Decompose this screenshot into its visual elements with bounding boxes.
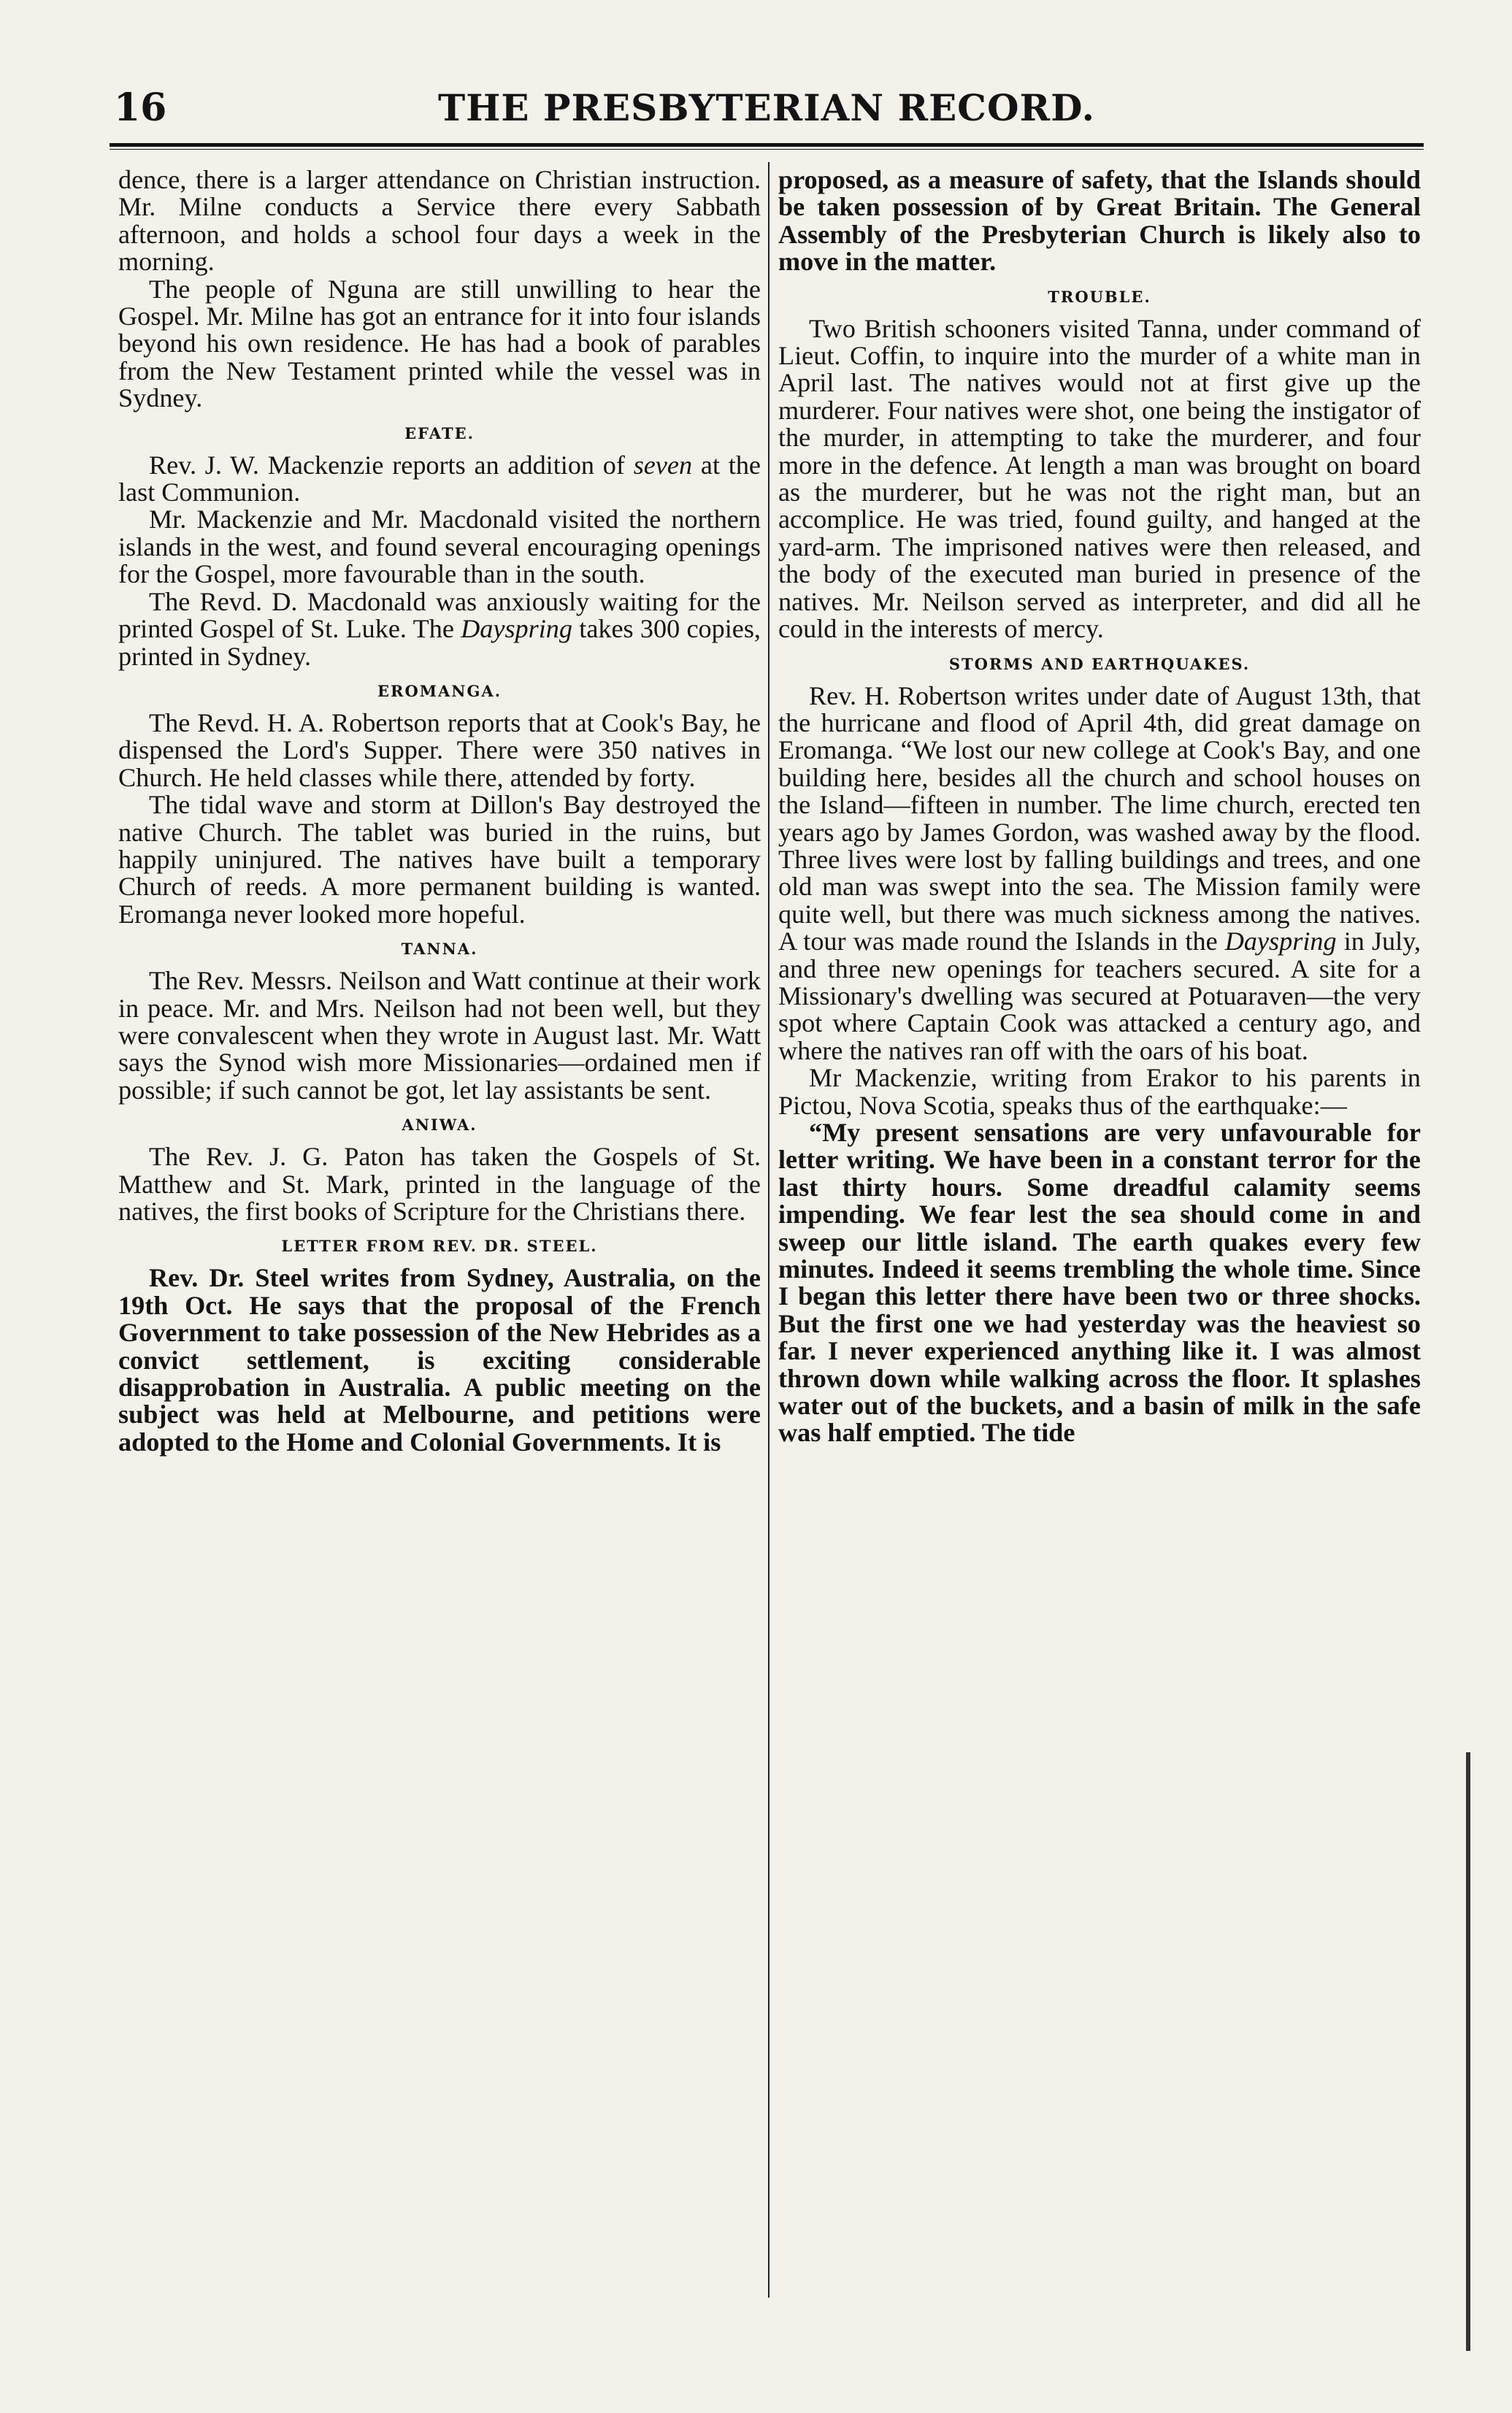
paragraph-eromanga-robertson: The Revd. H. A. Robertson reports that at Cook's Bay, he dispensed the Lord's Supper. There were 350 natives in Church. He held classes while there, attended by forty. (118, 707, 761, 792)
heading-letter-dr-steel: LETTER FROM REV. DR. STEEL. (281, 1237, 598, 1256)
paragraph-tanna: The Rev. Messrs. Neilson and Watt continue at their work in peace. Mr. and Mrs. Neilson had not been well, but they were convalescent when they wrote in August last. Mr. Watt says the Synod wish more Missionaries—ordained men if possible; if such cannot be got, let lay assistants be sent. (118, 966, 761, 1105)
right-column (778, 166, 1421, 2298)
text-run: Rev. J. W. Mackenzie reports an addition of (149, 450, 634, 480)
text-run: The Revd. D. Macdonald was anxiously waiting for the printed Gospel of St. Luke. The (118, 586, 761, 644)
emphasis-seven: seven (633, 450, 693, 480)
page-number: 16 (114, 85, 167, 130)
margin-scan-mark (1466, 1752, 1470, 2351)
text-run: at the last Communion. (118, 450, 761, 507)
paragraph-letter-dr-steel: Rev. Dr. Steel writes from Sydney, Australia, on the 19th Oct. He says that the proposal of the French Government to take possession of the New Hebrides as a convict settlement, is exciting considerable disapprobation in Australia. A public meeting on the subject was held at Melbourne, and petitions were adopted to the Home and Colonial Governments. It is (118, 1263, 761, 1457)
paragraph-storms-mackenzie: Mr Mackenzie, writing from Erakor to his parents in Pictou, Nova Scotia, speaks thus of the earthquake:— (778, 1063, 1421, 1120)
text-run: in July, and three new openings for teachers secured. A site for a Missionary's dwelling was secured at Potuaraven—the very spot where Captain Cook was attacked a century ago, and where the natives ran off with the oars of his boat. (778, 927, 1421, 1065)
heading-storms-earthquakes: STORMS AND EARTHQUAKES. (948, 654, 1251, 673)
heading-trouble: TROUBLE. (1048, 287, 1151, 306)
text-run: Rev. H. Robertson writes under date of August 13th, that the hurricane and flood of April 4th, did great damage on Eromanga. “We lost our new college at Cook's Bay, and one building here, besides all the church and school houses on the Island—fifteen in number. The lime church, erected ten years ago by James Gordon, was washed away by the flood. Three lives were lost by falling buildings and trees, and one old man was swept into the sea. The Mission family were quite well, but there was much sickness among the natives. A tour was made round the Islands in the (778, 680, 1421, 956)
paragraph-storms-robertson (778, 680, 1421, 1065)
paragraph-continuation: proposed, as a measure of safety, that the Islands should be taken possession of by Great Britain. The General Assembly of the Presbyterian Church is likely also to move in the matter. (778, 166, 1421, 277)
heading-tanna: TANNA. (401, 940, 478, 959)
paragraph-aniwa: The Rev. J. G. Paton has taken the Gospels of St. Matthew and St. Mark, printed in the language of the natives, the first books of Scripture for the Christians there. (118, 1142, 761, 1226)
heading-efate: EFATE. (404, 423, 475, 442)
text-run: takes 300 copies, printed in Sydney. (118, 614, 761, 671)
ship-name-dayspring: Dayspring (461, 614, 572, 644)
paragraph-eromanga-tidal-wave: The tidal wave and storm at Dillon's Bay destroyed the native Church. The tablet was buried in the ruins, but happily uninjured. The natives have built a temporary Church of reeds. A more permanent building is wanted. Eromanga never looked more hopeful. (118, 790, 761, 929)
left-column (118, 166, 761, 2298)
paragraph-trouble: Two British schooners visited Tanna, under command of Lieut. Coffin, to inquire into the murder of a white man in April last. The natives would not at first give up the murderer. Four natives were shot, one being the instigator of the murder, in attempting to take the murderer, and four more in the defence. At length a man was brought on board as the murderer, but he was not the right man, but an accomplice. He was tried, found guilty, and hanged at the yard-arm. The imprisoned natives were then released, and the body of the executed man buried in presence of the natives. Mr. Neilson served as interpreter, and did all he could in the interests of mercy. (778, 313, 1421, 644)
paragraph-efate-gospel (118, 588, 761, 670)
column-divider (768, 162, 770, 2298)
paragraph-earthquake-letter: “My present sensations are very unfavourable for letter writing. We have been in a constant terror for the last thirty hours. Some dreadful calamity seems impending. We fear lest the sea should come in and sweep our little island. The earth quakes every few minutes. Indeed it seems trembling the whole time. Since I began this letter there have been two or three shocks. But the first one we had yesterday was the heaviest so far. I never experienced anything like it. I was almost thrown down while walking across the floor. It splashes water out of the buckets, and a basin of milk in the safe was half emptied. The tide (778, 1118, 1421, 1448)
heading-aniwa: ANIWA. (402, 1116, 477, 1135)
paragraph-efate-communion (118, 452, 761, 507)
paragraph-efate-visit: Mr. Mackenzie and Mr. Macdonald visited the northern islands in the west, and found several encouraging openings for the Gospel, more favourable than in the south. (118, 505, 761, 589)
paragraph-intro: dence, there is a larger attendance on Christian instruction. Mr. Milne conducts a Service there every Sabbath afternoon, and holds a school four days a week in the morning. (118, 166, 761, 277)
publication-title: THE PRESBYTERIAN RECORD. (437, 86, 1096, 129)
page-header (110, 79, 1424, 137)
header-rule (110, 143, 1424, 150)
ship-name-dayspring: Dayspring (1224, 927, 1337, 956)
heading-eromanga: EROMANGA. (377, 681, 502, 700)
paragraph-nguna: The people of Nguna are still unwilling to hear the Gospel. Mr. Milne has got an entrance for it into four islands beyond his own residence. He has had a book of parables from the New Testament printed while the vessel was in Sydney. (118, 274, 761, 413)
